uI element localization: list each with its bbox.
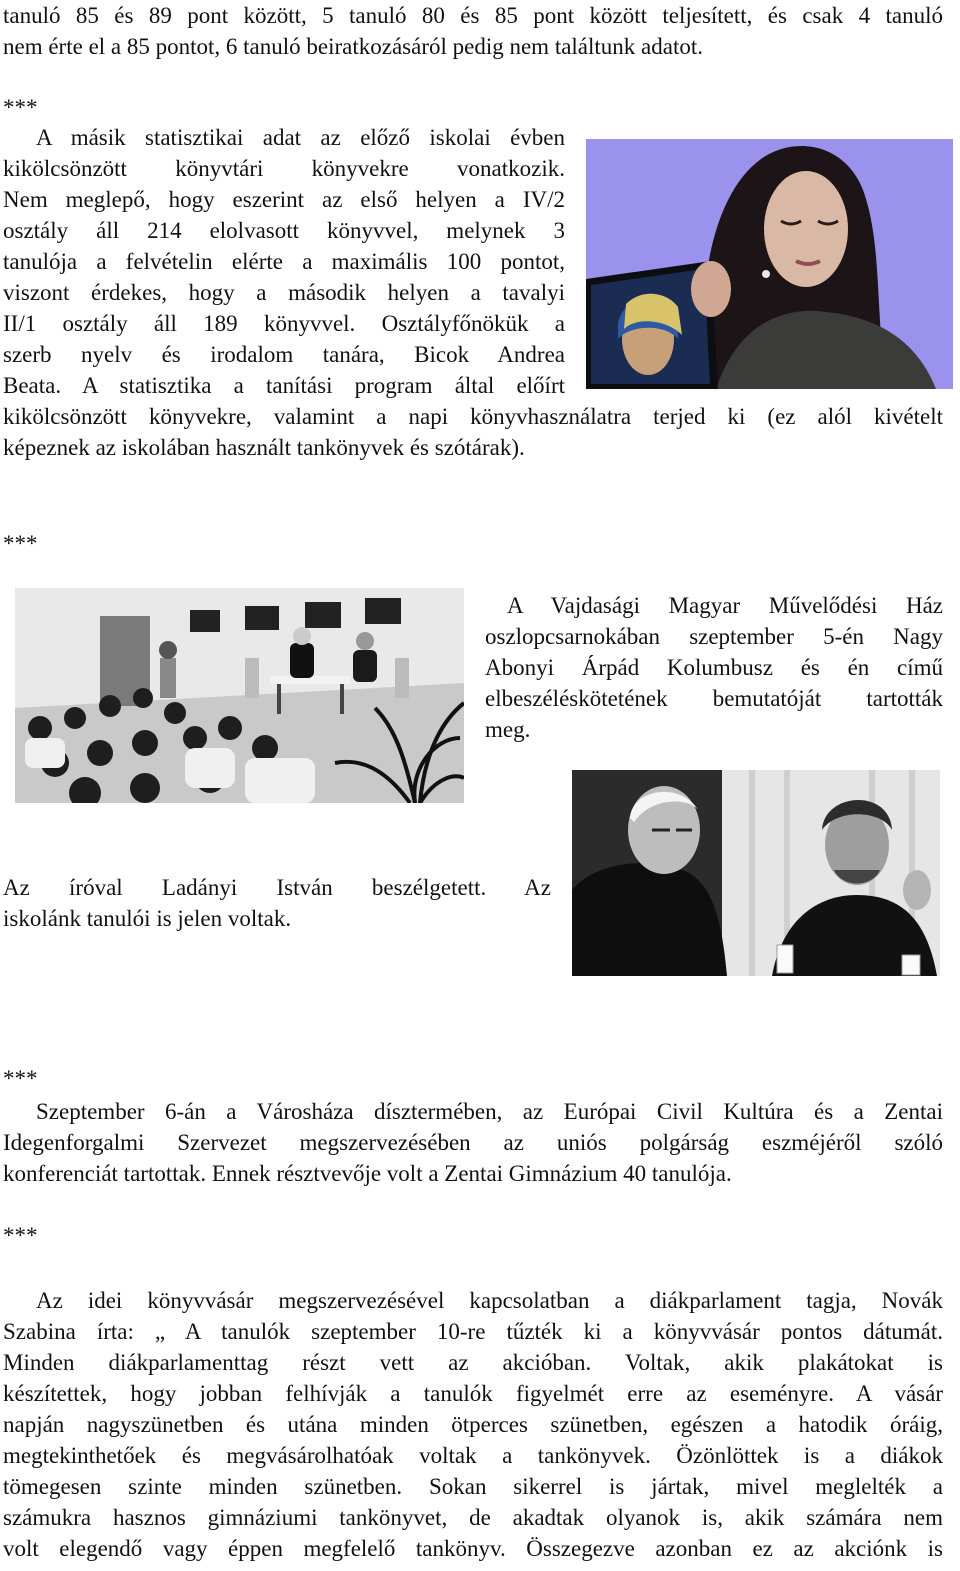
audience-event-photo: [15, 588, 464, 803]
fair-line-2: Szabina írta: „ A tanulók szeptember 10-re tűzték ki a könyvvásár pontos dátumát.: [3, 1319, 943, 1344]
library-line-1: A másik statisztikai adat az előző iskolai évben: [36, 125, 565, 150]
library-line-6: viszont érdekes, hogy a második helyen a tavalyi: [3, 280, 565, 305]
presentation-line-5: meg.: [485, 717, 531, 742]
library-line-11: képeznek az iskolában használt tankönyvek és szótárak).: [3, 435, 525, 460]
fair-line-5: napján nagyszünetben és utána minden ötperces szünetben, egészen a hatodik óráig,: [3, 1412, 943, 1437]
presentation-line-2: oszlopcsarnokában szeptember 5-én Nagy: [485, 624, 943, 649]
fair-line-6: megtekinthetőek és megvásárolhatóak voltak a tankönyvek. Özönlöttek is a diákok: [3, 1443, 943, 1468]
book-presentation-paragraph: [485, 590, 943, 745]
two-men-talking-photo: [572, 770, 940, 976]
library-line-8: szerb nyelv és irodalom tanára, Bicok Andrea: [3, 342, 565, 367]
presentation-caption: [3, 872, 551, 934]
separator: ***: [3, 1066, 38, 1091]
book-fair-paragraph: [3, 1285, 943, 1564]
presentation-line-1: A Vajdasági Magyar Művelődési Ház: [507, 593, 943, 618]
conference-paragraph: [3, 1096, 943, 1189]
fair-line-9: volt elegendő vagy éppen megfelelő tankönyv. Összegezve azonban ez az akciónk is: [3, 1536, 943, 1561]
girl-with-book-photo: [586, 139, 953, 389]
conference-line-3: konferenciát tartottak. Ennek résztvevője volt a Zentai Gimnázium 40 tanulója.: [3, 1161, 732, 1186]
separator: ***: [3, 1223, 38, 1248]
caption-line-1: Az íróval Ladányi István beszélgetett. Az: [3, 875, 551, 900]
presentation-line-3: Abonyi Árpád Kolumbusz és én című: [485, 655, 943, 680]
library-paragraph-full: [3, 401, 943, 463]
fair-line-8: számukra hasznos gimnáziumi tankönyvet, de akadtak olyanok is, akik számára nem: [3, 1505, 943, 1530]
library-line-3: Nem meglepő, hogy eszerint az első helyen a IV/2: [3, 187, 565, 212]
library-line-2: kikölcsönzött könyvtári könyvekre vonatkozik.: [3, 156, 565, 181]
library-line-7: II/1 osztály áll 189 könyvvel. Osztályfőnökük a: [3, 311, 565, 336]
library-line-5: tanulója a felvételin elérte a maximális 100 pontot,: [3, 249, 565, 274]
presentation-line-4: elbeszéléskötetének bemutatóját tartották: [485, 686, 943, 711]
caption-line-2: iskolánk tanulói is jelen voltak.: [3, 906, 292, 931]
conference-line-1: Szeptember 6-án a Városháza dísztermében, az Európai Civil Kultúra és a Zentai: [36, 1099, 943, 1124]
intro-line-2: nem érte el a 85 pontot, 6 tanuló beiratkozásáról pedig nem találtunk adatot.: [3, 34, 703, 59]
intro-paragraph: [3, 0, 943, 62]
library-line-4: osztály áll 214 elolvasott könyvvel, melynek 3: [3, 218, 565, 243]
fair-line-4: készítettek, hogy jobban felhívják a tanulók figyelmét erre az eseményre. A vásár: [3, 1381, 943, 1406]
fair-line-1: Az idei könyvvásár megszervezésével kapcsolatban a diákparlament tagja, Novák: [36, 1288, 943, 1313]
intro-line-1: tanuló 85 és 89 pont között, 5 tanuló 80 és 85 pont között teljesített, és csak 4 tanuló: [3, 3, 943, 28]
library-line-9: Beata. A statisztika a tanítási program által előírt: [3, 373, 565, 398]
library-line-10: kikölcsönzött könyvekre, valamint a napi könyvhasználatra terjed ki (ez alól kivételt: [3, 404, 943, 429]
fair-line-7: tömegesen szinte minden szünetben. Sokan sikerrel is jártak, mivel meglelték a: [3, 1474, 943, 1499]
fair-line-3: Minden diákparlamenttag részt vett az akcióban. Voltak, akik plakátokat is: [3, 1350, 943, 1375]
conference-line-2: Idegenforgalmi Szervezet megszervezésében az uniós polgárság eszméjéről szóló: [3, 1130, 943, 1155]
library-paragraph-wrap: [3, 122, 565, 401]
separator: ***: [3, 95, 38, 120]
separator: ***: [3, 531, 38, 556]
